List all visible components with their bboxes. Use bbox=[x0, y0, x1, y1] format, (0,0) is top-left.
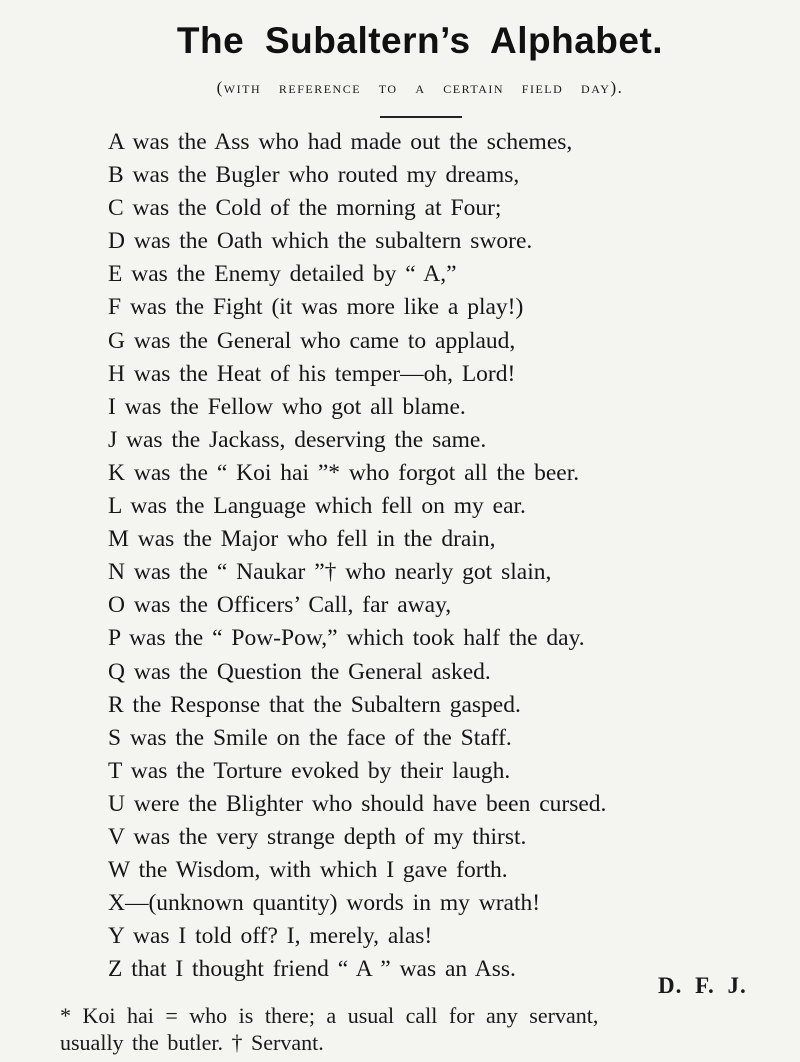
verse-line: R the Response that the Subaltern gasped. bbox=[108, 691, 521, 718]
author-signature: D. F. J. bbox=[658, 973, 747, 998]
verse-line: U were the Blighter who should have been cursed. bbox=[108, 790, 607, 817]
verse-line: S was the Smile on the face of the Staff. bbox=[108, 724, 512, 751]
poem-title: The Subaltern’s Alphabet. bbox=[176, 20, 664, 61]
verse-line: W the Wisdom, with which I gave forth. bbox=[108, 857, 508, 884]
verse-line: A was the Ass who had made out the schemes, bbox=[108, 129, 573, 155]
verse-line: B was the Bugler who routed my dreams, bbox=[108, 162, 520, 189]
verse-line: I was the Fellow who got all blame. bbox=[108, 393, 466, 420]
verse-line: Y was I told off? I, merely, alas! bbox=[108, 923, 433, 950]
verse-line: V was the very strange depth of my thirst. bbox=[108, 823, 527, 850]
verse-line: G was the General who came to applaud, bbox=[108, 327, 516, 354]
cropped-next-line bbox=[300, 1058, 720, 1062]
verse-line: P was the “ Pow-Pow,” which took half the day. bbox=[108, 625, 585, 652]
verse-line: Z that I thought friend “ A ” was an Ass. bbox=[108, 956, 516, 983]
verse-line: N was the “ Naukar ”† who nearly got slain, bbox=[108, 559, 552, 586]
verse-line: Q was the Question the General asked. bbox=[108, 658, 491, 685]
verse-line: H was the Heat of his temper—oh, Lord! bbox=[108, 360, 516, 387]
title-divider bbox=[380, 116, 462, 118]
verse-line: O was the Officers’ Call, far away, bbox=[108, 592, 452, 619]
verse-line: J was the Jackass, deserving the same. bbox=[108, 426, 487, 453]
footnote-line: usually the butler. † Servant. bbox=[60, 1030, 324, 1055]
verse-line: C was the Cold of the morning at Four; bbox=[108, 195, 502, 222]
verse-line: M was the Major who fell in the drain, bbox=[108, 526, 496, 553]
verse-line: D was the Oath which the subaltern swore. bbox=[108, 228, 533, 255]
verse-line: T was the Torture evoked by their laugh. bbox=[108, 757, 511, 784]
verse-line: L was the Language which fell on my ear. bbox=[108, 493, 526, 520]
verse-list bbox=[108, 126, 606, 986]
verse-line: F was the Fight (it was more like a play!) bbox=[108, 294, 524, 321]
verse-line: X—(unknown quantity) words in my wrath! bbox=[108, 890, 541, 917]
poem-subtitle: (with reference to a certain field day). bbox=[216, 78, 624, 97]
verse-line: K was the “ Koi hai ”* who forgot all the beer. bbox=[108, 459, 580, 486]
verse-line: E was the Enemy detailed by “ A,” bbox=[108, 261, 457, 288]
footnote-line: * Koi hai = who is there; a usual call for any servant, bbox=[60, 1003, 599, 1028]
